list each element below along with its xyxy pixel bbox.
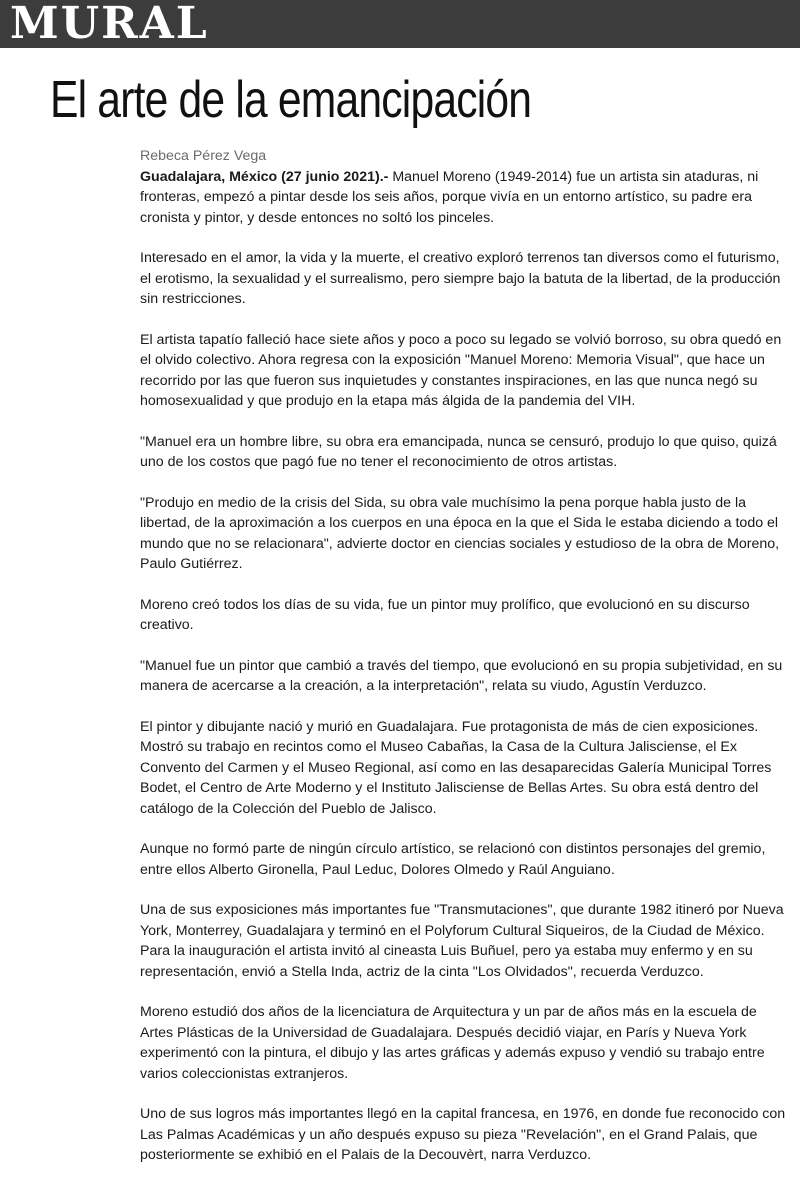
mural-logo[interactable]: MURAL bbox=[10, 0, 209, 49]
paragraph: El artista tapatío falleció hace siete años y poco a poco su legado se volvió borroso, su obra quedó en el olvido colectivo. Ahora regresa con la exposición "Manuel Moreno: Memoria Visual", que hace un recorrido por las que fueron sus inquietudes y constantes inspiraciones, en las que nunca negó su homosexualidad y que produjo en la etapa más álgida de la pandemia del VIH. bbox=[140, 331, 782, 409]
paragraph: Moreno creó todos los días de su vida, fue un pintor muy prolífico, que evolucionó en su discurso creativo. bbox=[140, 596, 750, 633]
lead-paragraph bbox=[140, 167, 786, 229]
paragraph: Aunque no formó parte de ningún círculo artístico, se relacionó con distintos personajes del gremio, entre ellos Alberto Gironella, Paul Leduc, Dolores Olmedo y Raúl Anguiano. bbox=[140, 841, 766, 878]
paragraph: Una de sus exposiciones más importantes fue "Transmutaciones", que durante 1982 itineró por Nueva York, Monterrey, Guadalajara y terminó en el Polyforum Cultural Siqueiros, de la Ciudad de México. Para la inauguración el artista invitó al cineasta Luis Buñuel, pero ya estaba muy enfermo y en su representación, envió a Stella Inda, actriz de la cinta "Los Olvidados", recuerda Verduzco. bbox=[140, 902, 784, 980]
article-body bbox=[140, 146, 786, 1186]
article-headline: El arte de la emancipación bbox=[50, 71, 532, 129]
paragraph: Uno de sus logros más importantes llegó en la capital francesa, en 1976, en donde fue reconocido con Las Palmas Académicas y un año después expuso su pieza "Revelación", en el Grand Palais, que posteriormente se exhibió en el Palais de la Decouvèrt, narra Verduzco. bbox=[140, 1106, 786, 1163]
paragraph: Interesado en el amor, la vida y la muerte, el creativo exploró terrenos tan diversos como el futurismo, el erotismo, la sexualidad y el surrealismo, pero siempre bajo la batuta de la libertad, de la producción sin restricciones. bbox=[140, 250, 781, 307]
paragraph: "Manuel era un hombre libre, su obra era emancipada, nunca se censuró, produjo lo que quiso, quizá uno de los costos que pagó fue no tener el reconocimiento de otros artistas. bbox=[140, 433, 777, 470]
dateline: Guadalajara, México (27 junio 2021).- bbox=[140, 168, 389, 185]
paragraph: El pintor y dibujante nació y murió en Guadalajara. Fue protagonista de más de cien exposiciones. Mostró su trabajo en recintos como el Museo Cabañas, la Casa de la Cultura Jalisciense, el Ex Convento del Carmen y el Museo Regional, así como en las desaparecidas Galería Municipal Torres Bodet, el Centro de Arte Moderno y el Instituto Jalisciense de Bellas Artes. Su obra está dentro del catálogo de la Colección del Pueblo de Jalisco. bbox=[140, 718, 772, 817]
paragraph: Moreno estudió dos años de la licenciatura de Arquitectura y un par de años más en la escuela de Artes Plásticas de la Universidad de Guadalajara. Después decidió viajar, en París y Nueva York experimentó con la pintura, el dibujo y las artes gráficas y además expuso y vendió su trabajo entre varios coleccionistas extranjeros. bbox=[140, 1004, 765, 1082]
paragraph: "Produjo en medio de la crisis del Sida, su obra vale muchísimo la pena porque habla justo de la libertad, de la aproximación a los cuerpos en una época en la que el Sida le estaba diciendo a todo el mundo que no se relacionara", advierte doctor en ciencias sociales y estudioso de la obra de Moreno, Paulo Gutiérrez. bbox=[140, 494, 780, 572]
author-byline: Rebeca Pérez Vega bbox=[140, 148, 267, 164]
paragraph: "Manuel fue un pintor que cambió a través del tiempo, que evolucionó en su propia subjetividad, en su manera de acercarse a la creación, a la interpretación", relata su viudo, Agustín Verduzco. bbox=[140, 657, 783, 694]
masthead-bar bbox=[0, 0, 800, 48]
lead-text: Manuel Moreno (1949-2014) fue un artista sin ataduras, ni fronteras, empezó a pintar desde los seis años, porque vivía en un entorno artístico, su padre era cronista y pintor, y desde entonces no soltó los pinceles. bbox=[140, 168, 759, 226]
